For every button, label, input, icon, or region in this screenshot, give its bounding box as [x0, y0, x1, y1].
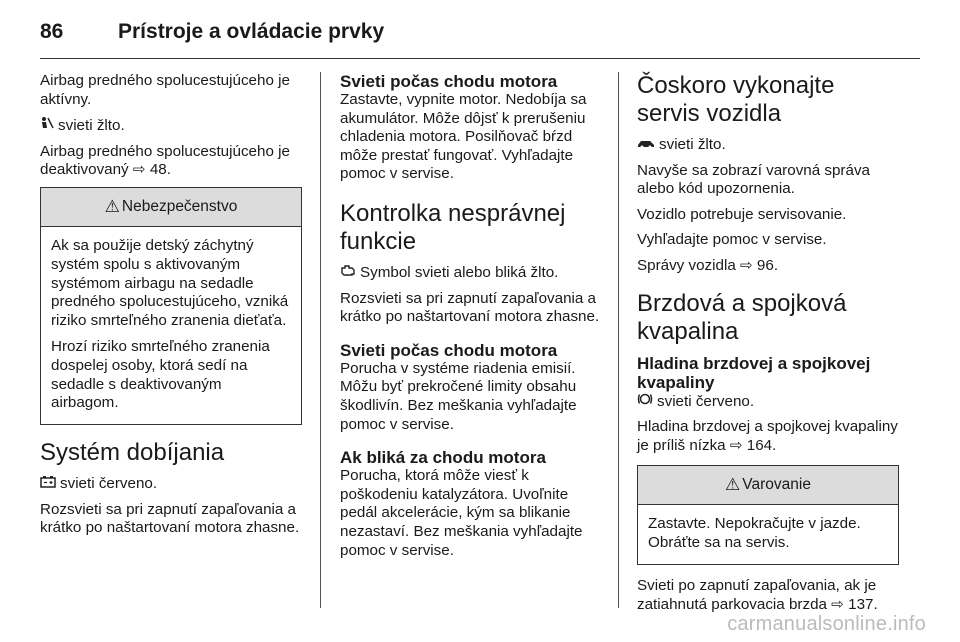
- section-heading: Systém dobíjania: [40, 439, 225, 467]
- page-header: [40, 20, 384, 50]
- subheading: Hladina brzdovej a spojkovej kvapaliny: [637, 353, 871, 392]
- paragraph: Symbol svieti alebo bliká žlto.: [340, 264, 602, 283]
- paragraph: Hladina brzdovej a spojkovej kvapaliny je príliš nízka ⇨ 164.: [637, 418, 898, 454]
- paragraph: svieti žlto.: [40, 116, 302, 136]
- column-3: [637, 72, 899, 621]
- subheading: Svieti počas chodu motora: [340, 72, 558, 91]
- paragraph: Ak sa použije detský záchytný systém spolu s aktivovaným systémom airbagu na sedadle predného spolucestujúceho, vzniká riziko smrteľného zranenia dieťaťa.: [51, 236, 289, 330]
- airbag-off-icon: [40, 116, 54, 136]
- brake-fluid-icon: [637, 392, 653, 412]
- paragraph: Správy vozidla ⇨ 96.: [637, 256, 779, 274]
- paragraph: Navyše sa zobrazí varovná správa alebo kód upozornenia.: [637, 161, 870, 198]
- service-wrench-car-icon: [637, 136, 655, 155]
- column-2: [340, 72, 602, 567]
- paragraph: Airbag predného spolucestujúceho je deaktivovaný ⇨ 48.: [40, 142, 290, 179]
- warning-triangle-icon: ⚠: [725, 475, 741, 495]
- subheading: Svieti počas chodu motora: [340, 340, 558, 360]
- danger-box-header: ⚠ Nebezpečenstvo: [41, 188, 301, 227]
- paragraph: Rozsvieti sa pri zapnutí zapaľovania a krátko po naštartovaní motora zhasne.: [40, 500, 300, 537]
- danger-box: [40, 187, 302, 425]
- watermark: carmanualsonline.info: [727, 613, 926, 635]
- paragraph: Zastavte, vypnite motor. Nedobíja sa akumulátor. Môže dôjsť k prerušeniu chladenia motora. Posilňovač bŕzd môže prestať fungovať. Vyhľadajte pomoc v servise.: [340, 91, 587, 183]
- section-heading: Kontrolka nesprávnej funkcie: [340, 199, 566, 255]
- column-divider-1: [320, 72, 321, 608]
- paragraph: Porucha, ktorá môže viesť k poškodeniu katalyzátora. Uvoľnite pedál akcelerácie, kým sa blikanie nezastaví. Bez meškania vyhľadajte pomoc v servise.: [340, 467, 583, 559]
- section-heading: Čoskoro vykonajte servis vozidla: [637, 72, 835, 127]
- battery-icon: [40, 475, 56, 494]
- paragraph: Vozidlo potrebuje servisovanie.: [637, 205, 847, 223]
- column-divider-2: [618, 72, 619, 608]
- warning-box-header: ⚠ Varovanie: [638, 466, 898, 505]
- subheading: Ak bliká za chodu motora: [340, 448, 546, 468]
- header-rule: [40, 58, 920, 59]
- paragraph: Hrozí riziko smrteľného zranenia dospelej osoby, ktorá sedí na sedadle s deaktivovaným airbagom.: [51, 337, 270, 412]
- engine-icon: [340, 264, 356, 283]
- paragraph: Zastavte. Nepokračujte v jazde. Obráťte sa na servis.: [648, 515, 861, 552]
- column-1: [40, 72, 302, 545]
- paragraph: svieti červeno.: [637, 392, 899, 412]
- paragraph: Rozsvieti sa pri zapnutí zapaľovania a krátko po naštartovaní motora zhasne.: [340, 289, 600, 326]
- paragraph: Vyhľadajte pomoc v servise.: [637, 231, 827, 249]
- warning-box: [637, 465, 899, 565]
- page-title: Prístroje a ovládacie prvky: [118, 20, 385, 43]
- paragraph: Porucha v systéme riadenia emisií. Môžu byť prekročené limity obsahu škodlivín. Bez meškania vyhľadajte pomoc v servise.: [340, 359, 577, 433]
- page-number: 86: [40, 20, 64, 43]
- warning-triangle-icon: ⚠: [104, 196, 120, 216]
- paragraph: Svieti po zapnutí zapaľovania, ak je zatiahnutá parkovacia brzda ⇨ 137.: [637, 576, 878, 613]
- paragraph: svieti žlto.: [637, 136, 899, 155]
- section-heading: Brzdová a spojková kvapalina: [637, 289, 847, 345]
- paragraph: Airbag predného spolucestujúceho je aktívny.: [40, 72, 290, 108]
- paragraph: svieti červeno.: [40, 475, 302, 494]
